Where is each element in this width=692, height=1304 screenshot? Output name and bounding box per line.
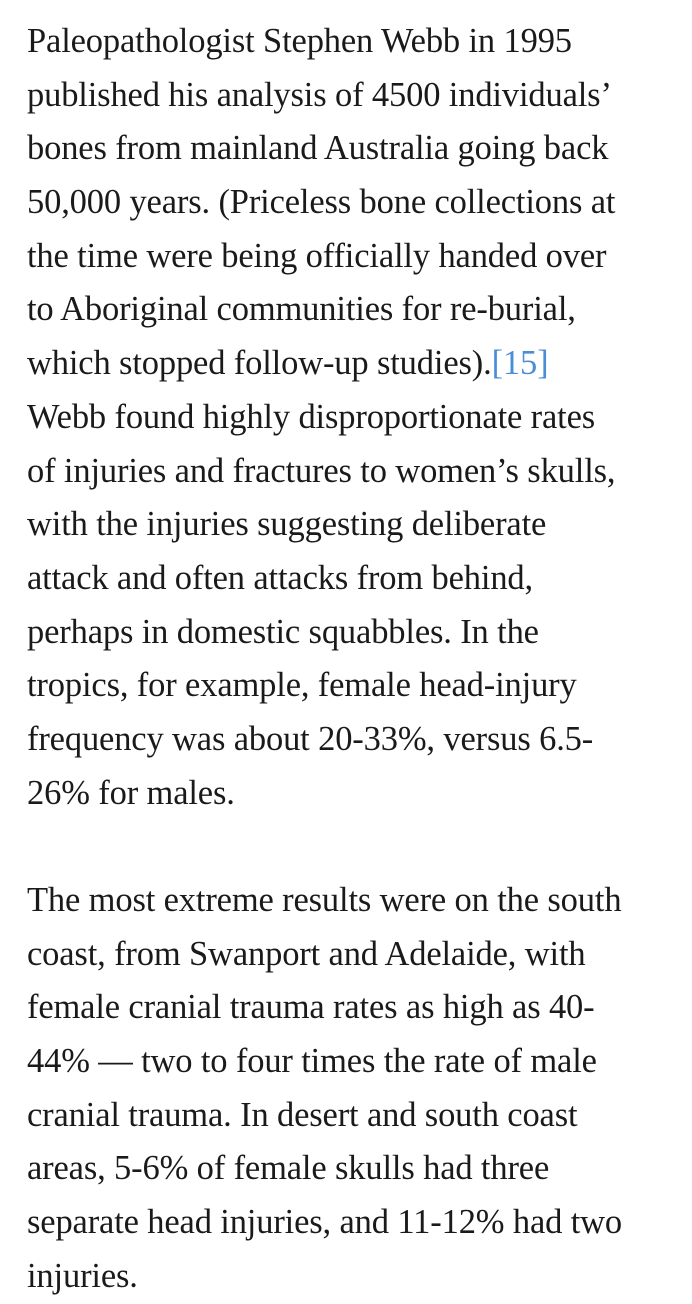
text-line: separate head injuries, and 11-12% had two: [27, 1203, 623, 1242]
text-line: the time were being officially handed over: [27, 236, 607, 275]
text-line: female cranial trauma rates as high as 40-: [27, 988, 595, 1027]
text-line: The most extreme results were on the south: [27, 881, 622, 919]
text-line: 26% for males.: [27, 773, 235, 812]
text-line: tropics, for example, female head-injury: [27, 666, 577, 705]
article-body: [27, 15, 692, 1304]
text-line-with-citation: [27, 337, 692, 391]
text-line: with the injuries suggesting deliberate: [27, 505, 547, 544]
text-line: attack and often attacks from behind,: [27, 558, 534, 597]
text-line: injuries.: [27, 1256, 138, 1295]
text-line: published his analysis of 4500 individuals’: [27, 75, 612, 114]
citation-link-15[interactable]: [15]: [491, 344, 549, 383]
text-line-segment: which stopped follow-up studies).: [27, 344, 492, 383]
paragraph-webb-study: [27, 15, 692, 820]
paragraph-extreme-results: [27, 874, 692, 1304]
text-line: of injuries and fractures to women’s skulls,: [27, 451, 616, 490]
text-line: 50,000 years. (Priceless bone collections at: [27, 183, 616, 222]
text-line: Webb found highly disproportionate rates: [27, 397, 596, 436]
text-line: to Aboriginal communities for re-burial,: [27, 290, 576, 329]
text-line: perhaps in domestic squabbles. In the: [27, 612, 539, 651]
text-line: Paleopathologist Stephen Webb in 1995: [27, 22, 572, 60]
text-line: bones from mainland Australia going back: [27, 129, 609, 168]
text-line: cranial trauma. In desert and south coast: [27, 1095, 578, 1134]
text-line: frequency was about 20-33%, versus 6.5-: [27, 719, 594, 758]
text-line: coast, from Swanport and Adelaide, with: [27, 934, 586, 973]
text-line: areas, 5-6% of female skulls had three: [27, 1149, 550, 1188]
text-line: 44% — two to four times the rate of male: [27, 1042, 597, 1081]
